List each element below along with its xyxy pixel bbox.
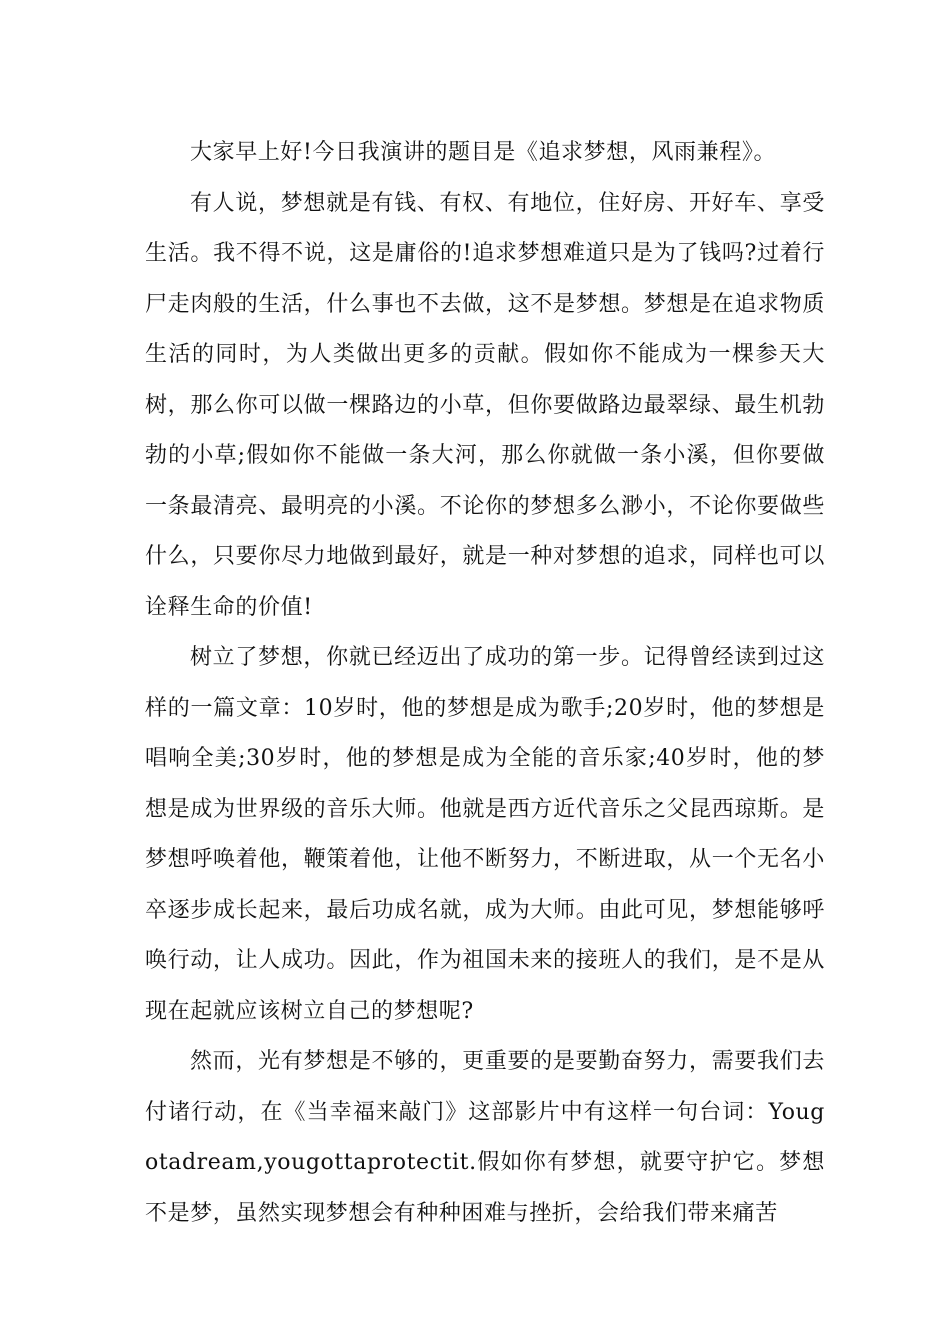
paragraph-what-is-dream: 有人说，梦想就是有钱、有权、有地位，住好房、开好车、享受生活。我不得不说，这是庸俗的!追求梦想难道只是为了钱吗?过着行尸走肉般的生活，什么事也不去做，这不是梦想。梦想是在追求物质生活的同时，为人类做出更多的贡献。假如你不能成为一棵参天大树，那么你可以做一棵路边的小草，但你要做路边最翠绿、最生机勃勃的小草;假如你不能做一条大河，那么你就做一条小溪，但你要做一条最清亮、最明亮的小溪。不论你的梦想多么渺小，不论你要做些什么，只要你尽力地做到最好，就是一种对梦想的追求，同样也可以诠释生命的价值! bbox=[145, 190, 825, 620]
paragraph-establish-dream: 树立了梦想，你就已经迈出了成功的第一步。记得曾经读到过这样的一篇文章：10岁时，他的梦想是成为歌手;20岁时，他的梦想是唱响全美;30岁时，他的梦想是成为全能的音乐家;40岁时，他的梦想是成为世界级的音乐大师。他就是西方近代音乐之父昆西琼斯。是梦想呼唤着他，鞭策着他，让他不断努力，不断进取，从一个无名小卒逐步成长起来，最后功成名就，成为大师。由此可见，梦想能够呼唤行动，让人成功。因此，作为祖国未来的接班人的我们，是不是从现在起就应该树立自己的梦想呢? bbox=[145, 645, 825, 1024]
paragraph-pursue-action: 然而，光有梦想是不够的，更重要的是要勤奋努力，需要我们去付诸行动，在《当幸福来敲门》这部影片中有这样一句台词：Yougotadream,yougottaprotectit.假如你有梦想，就要守护它。梦想不是梦，虽然实现梦想会有种种困难与挫折，会给我们带来痛苦 bbox=[145, 1049, 825, 1226]
speech-text bbox=[145, 128, 825, 1239]
paragraph-greeting: 大家早上好!今日我演讲的题目是《追求梦想，风雨兼程》。 bbox=[190, 140, 777, 165]
